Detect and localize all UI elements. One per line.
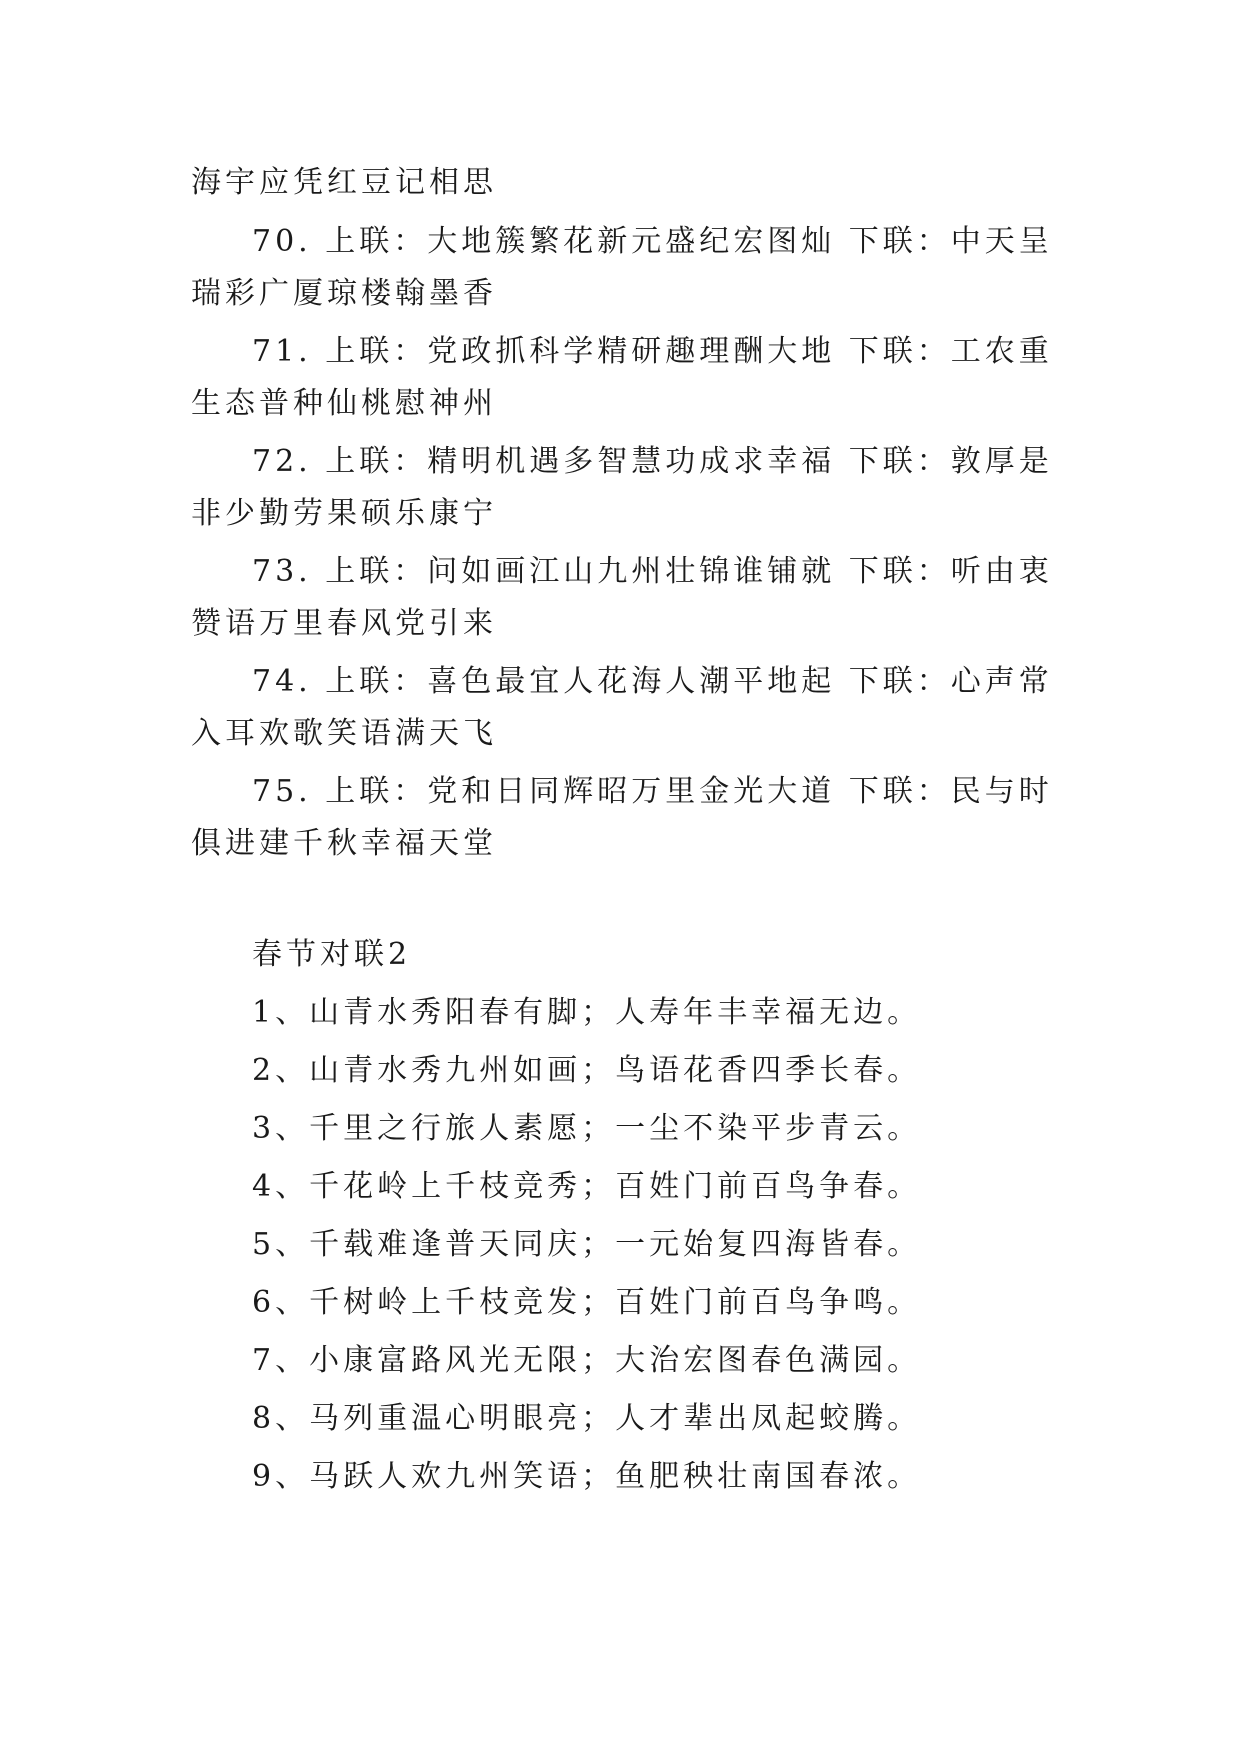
couplet-71-line-1: 71. 上联：党政抓科学精研趣理酬大地 下联：工农重 <box>252 334 1053 369</box>
list-item-8: 8、马列重温心明眼亮；人才辈出凤起蛟腾。 <box>252 1401 922 1436</box>
list-item-6: 6、千树岭上千枝竞发；百姓门前百鸟争鸣。 <box>252 1285 922 1320</box>
couplet-73-line-1: 73. 上联：问如画江山九州壮锦谁铺就 下联：听由衷 <box>252 554 1053 589</box>
list-item-9: 9、马跃人欢九州笑语；鱼肥秧壮南国春浓。 <box>252 1459 922 1494</box>
couplet-72-line-2: 非少勤劳果硕乐康宁 <box>191 496 497 531</box>
couplet-74-line-2: 入耳欢歌笑语满天飞 <box>191 716 497 751</box>
couplet-75-line-2: 俱进建千秋幸福天堂 <box>191 826 497 861</box>
list-item-3: 3、千里之行旅人素愿；一尘不染平步青云。 <box>252 1111 922 1146</box>
couplet-75-line-1: 75. 上联：党和日同辉昭万里金光大道 下联：民与时 <box>252 774 1053 809</box>
couplet-70-line-1: 70. 上联：大地簇繁花新元盛纪宏图灿 下联：中天呈 <box>252 224 1053 259</box>
couplet-70-line-2: 瑞彩广厦琼楼翰墨香 <box>191 276 497 311</box>
couplet-74-line-1: 74. 上联：喜色最宜人花海人潮平地起 下联：心声常 <box>252 664 1053 699</box>
continuation-line: 海宇应凭红豆记相思 <box>191 165 497 200</box>
couplet-73-line-2: 赞语万里春风党引来 <box>191 606 497 641</box>
couplet-71-line-2: 生态普种仙桃慰神州 <box>191 386 497 421</box>
list-item-2: 2、山青水秀九州如画；鸟语花香四季长春。 <box>252 1053 922 1088</box>
list-item-1: 1、山青水秀阳春有脚；人寿年丰幸福无边。 <box>252 995 922 1030</box>
couplet-72-line-1: 72. 上联：精明机遇多智慧功成求幸福 下联：敦厚是 <box>252 444 1053 479</box>
list-item-7: 7、小康富路风光无限；大治宏图春色满园。 <box>252 1343 922 1378</box>
list-item-4: 4、千花岭上千枝竞秀；百姓门前百鸟争春。 <box>252 1169 922 1204</box>
section-title: 春节对联2 <box>252 937 412 972</box>
list-item-5: 5、千载难逢普天同庆；一元始复四海皆春。 <box>252 1227 922 1262</box>
